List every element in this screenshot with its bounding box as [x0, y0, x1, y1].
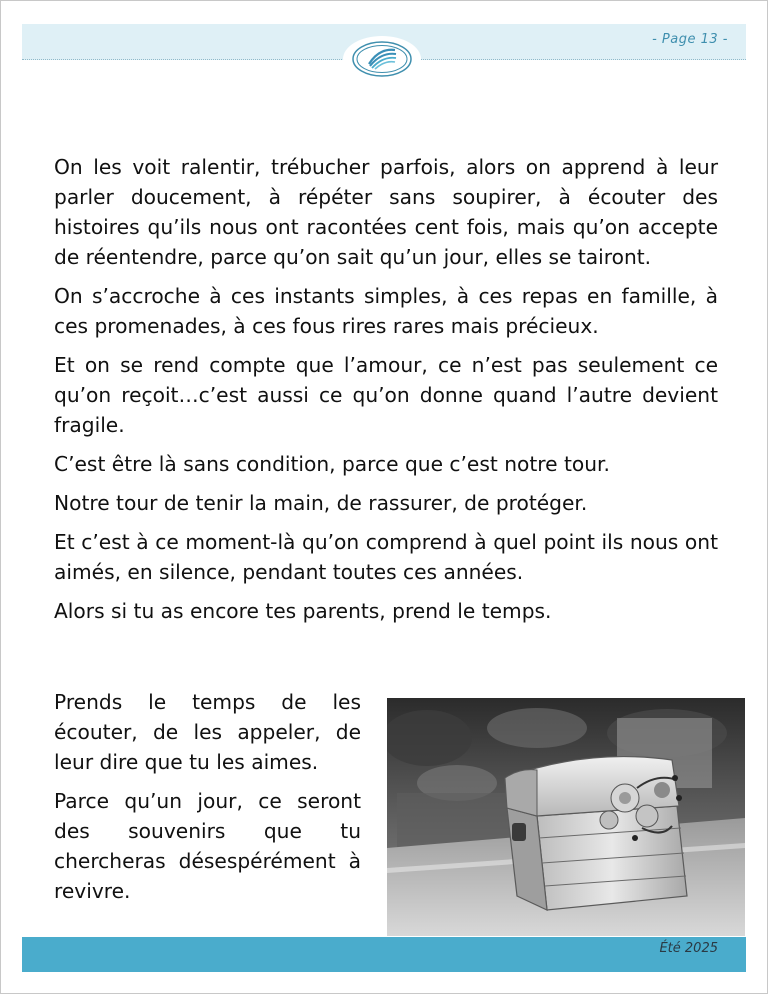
page-number: - Page 13 - — [652, 32, 728, 47]
paragraph-3: Et on se rend compte que l’amour, ce n’est pas seulement ce qu’on reçoit…c’est aussi ce qu’on donne quand l’autre devient fragile. — [54, 353, 718, 437]
treasure-chest-photo — [387, 698, 745, 936]
paragraph-2: On s’accroche à ces instants simples, à ces repas en famille, à ces promenades, à ces fous rires rares mais précieux. — [54, 284, 718, 338]
paragraph-5: Notre tour de tenir la main, de rassurer, de protéger. — [54, 491, 588, 515]
footer-date: Été 2025 — [659, 941, 718, 956]
article-body — [54, 152, 718, 635]
side-paragraph-2: Parce qu’un jour, ce seront des souvenirs que tu chercheras désespérément à revivre. — [54, 789, 361, 903]
paragraph-4: C’est être là sans condition, parce que c’est notre tour. — [54, 452, 610, 476]
paragraph-6: Et c’est à ce moment-là qu’on comprend à quel point ils nous ont aimés, en silence, pendant toutes ces années. — [54, 530, 718, 584]
magazine-logo-icon — [343, 36, 421, 82]
paragraph-7: Alors si tu as encore tes parents, prend le temps. — [54, 599, 552, 623]
side-paragraph-1: Prends le temps de les écouter, de les appeler, de leur dire que tu les aimes. — [54, 690, 361, 774]
paragraph-1: On les voit ralentir, trébucher parfois, alors on apprend à leur parler doucement, à répéter sans soupirer, à écouter des histoires qu’ils nous ont racontées cent fois, mais qu’on accepte de réentendre, parce qu’on sait qu’un jour, elles se tairont. — [54, 155, 718, 269]
side-text-column — [54, 687, 361, 915]
